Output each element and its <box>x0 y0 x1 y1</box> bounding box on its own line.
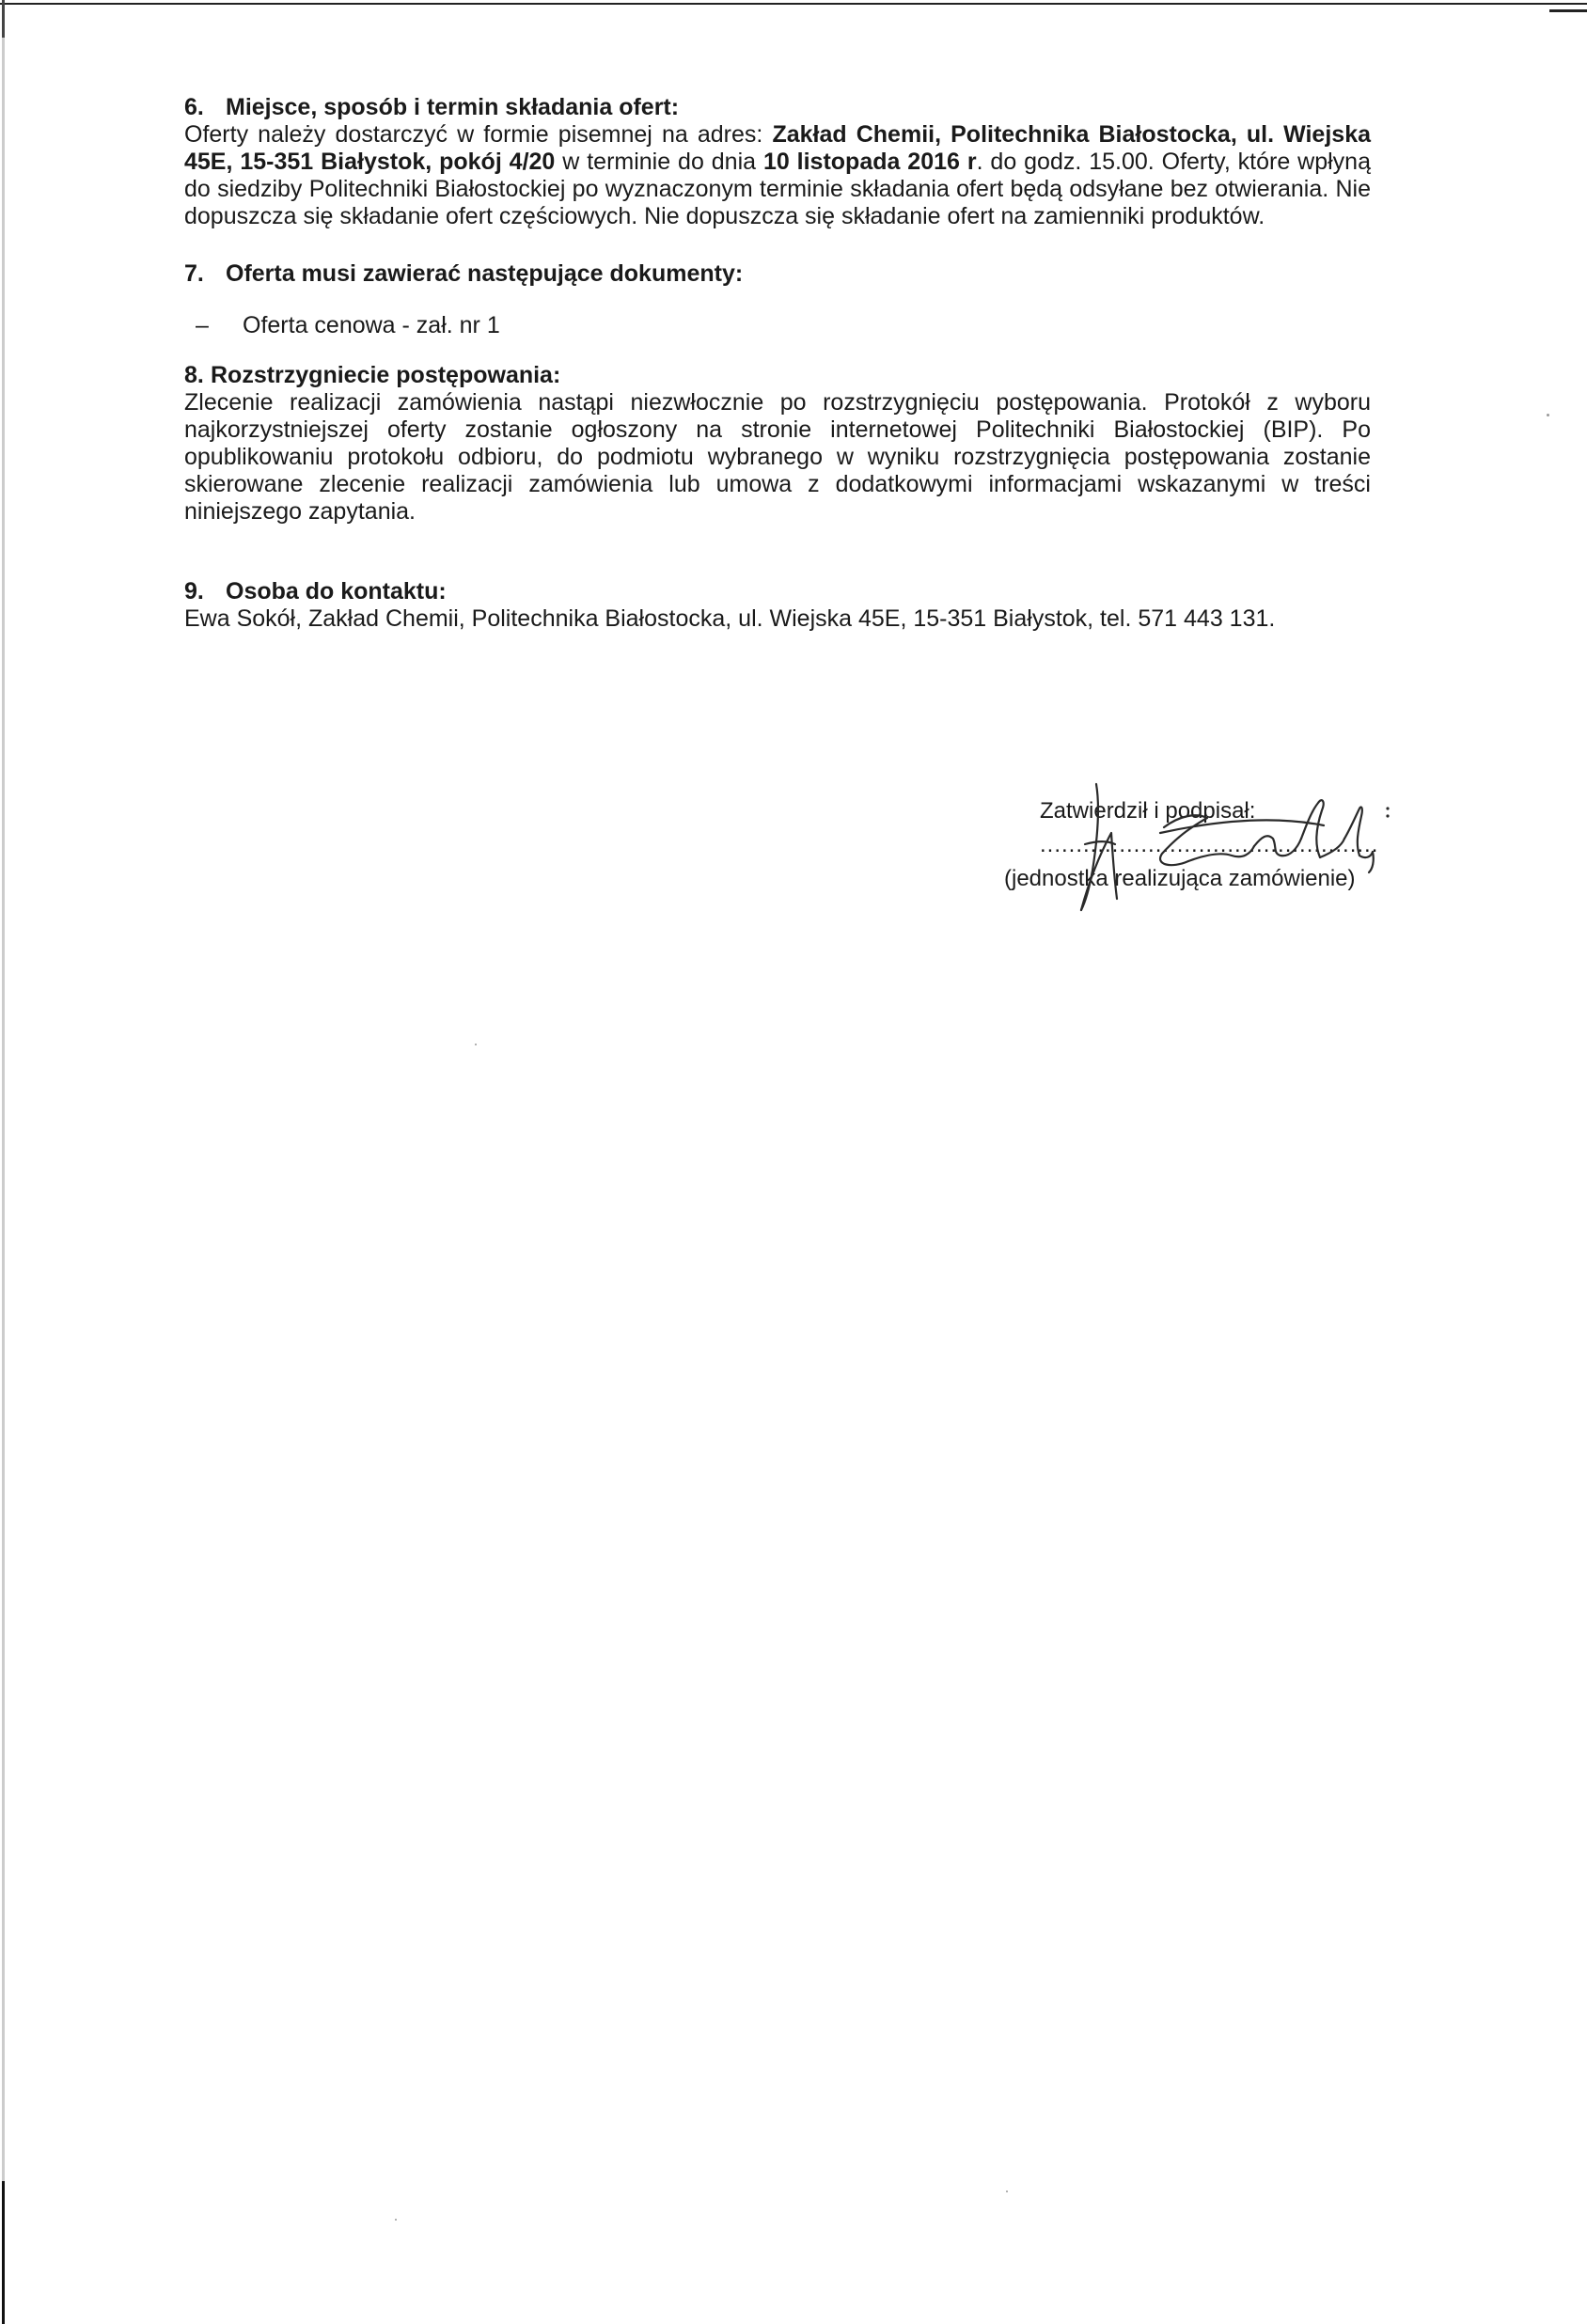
list-item-text: Oferta cenowa - zał. nr 1 <box>243 312 500 338</box>
section-6-date: 10 listopada 2016 r <box>762 149 977 175</box>
scan-left-edge <box>2 0 5 2324</box>
section-9-body: Ewa Sokół, Zakład Chemii, Politechnika Białostocka, ul. Wiejska 45E, 15-351 Białystok, tel. 571 443 131. <box>184 605 1276 632</box>
section-6-body <box>184 121 1371 230</box>
scan-top-border <box>0 3 1587 5</box>
section-6-address: Zakład Chemii, Politechnika Białostocka, ul. Wiejska 45E, 15-351 Białystok, pokój 4/20 <box>184 121 1371 175</box>
scan-speck <box>395 2219 397 2221</box>
section-6-deadline-text: w terminie do dnia <box>555 149 763 175</box>
section-8-body: Zlecenie realizacji zamówienia nastąpi niezwłocznie po rozstrzygnięciu postępowania. Protokół z wyboru najkorzystniejszej oferty zostanie ogłoszony na stronie internetowej Politechniki Białostockiej (BIP). Po opublikowaniu protokołu odbioru, do podmiotu wybranego w wyniku rozstrzygnięcia postępowania zostanie skierowane zlecenie realizacji zamówienia lub umowa z dodatkowymi informacjami wskazanymi w treści niniejszego zapytania. <box>184 389 1371 525</box>
section-6-number: 6. <box>184 94 204 120</box>
section-7-number: 7. <box>184 260 204 287</box>
document-page <box>184 94 1371 633</box>
section-7 <box>184 260 1371 339</box>
section-9-number: 9. <box>184 578 204 605</box>
section-7-heading <box>184 260 1371 288</box>
section-6-title: Miejsce, sposób i termin składania ofert: <box>226 94 680 120</box>
section-6-rest: . do godz. 15.00. Oferty, które wpłyną do siedziby Politechniki Białostockiej po wyznaczonym terminie składania ofert będą odsyłane bez otwierania. Nie dopuszcza się składanie ofert częściowych. Nie dopuszcza się składanie ofert na zamienniki produktów. <box>184 149 1371 229</box>
scan-top-right-mark <box>1549 9 1587 12</box>
section-6 <box>184 94 1371 230</box>
section-8-number: 8. <box>184 362 204 388</box>
section-8-heading <box>184 362 1371 389</box>
list-dash: – <box>196 312 209 338</box>
section-7-title: Oferta musi zawierać następujące dokumenty: <box>226 260 744 287</box>
scan-speck <box>475 1044 477 1045</box>
scan-speck <box>1547 414 1549 416</box>
scan-speck <box>1006 2191 1008 2192</box>
section-9-heading <box>184 578 1371 605</box>
required-documents-list <box>184 312 1371 339</box>
section-9 <box>184 578 1371 633</box>
handwritten-signature-icon <box>995 778 1390 938</box>
section-8 <box>184 362 1371 526</box>
signature-block <box>995 778 1390 938</box>
list-item <box>184 312 1371 339</box>
signature-unit: (jednostka realizująca zamówienie) <box>1004 866 1356 891</box>
section-9-title: Osoba do kontaktu: <box>226 578 447 605</box>
section-6-intro: Oferty należy dostarczyć w formie pisemnej na adres: <box>184 121 773 148</box>
section-8-title: Rozstrzygniecie postępowania: <box>211 362 561 388</box>
signature-label: Zatwierdził i podpisał: <box>1040 798 1256 824</box>
section-6-heading <box>184 94 1371 121</box>
signature-dots: ............................................... <box>1040 832 1379 857</box>
